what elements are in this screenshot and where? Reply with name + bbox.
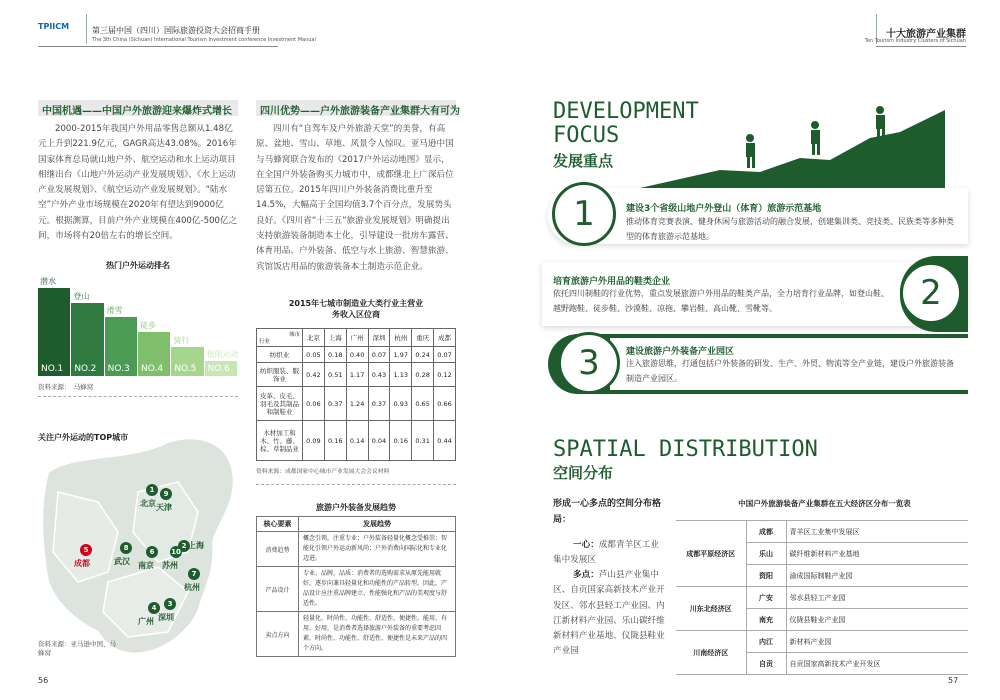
table1-cell: 0.16 xyxy=(324,421,346,461)
table1-cell: 0.93 xyxy=(390,387,412,421)
bar-3 xyxy=(105,317,137,376)
cluster-city: 乐山 xyxy=(746,543,786,565)
table1-cell: 0.05 xyxy=(303,347,325,363)
map-pin-4: 4 xyxy=(148,602,160,614)
table1-cell: 0.44 xyxy=(434,421,456,461)
section-subtitle: Ten Tourism Industry Clusters of Sichuan xyxy=(864,38,966,44)
table2-key: 产品设计 xyxy=(257,567,299,612)
table1-cell: 0.07 xyxy=(434,347,456,363)
table-row xyxy=(676,521,968,543)
map-city-label: 天津 xyxy=(156,503,172,512)
bar-rank-label: NO.1 xyxy=(41,364,64,374)
header-rule-left xyxy=(38,46,278,47)
page-number-left: 56 xyxy=(38,676,49,685)
bar-rank-label: NO.5 xyxy=(174,363,197,374)
cluster-park: 仪陇县鞋业产业园 xyxy=(786,609,968,631)
bar-1 xyxy=(38,288,70,376)
spatial-title-cn: 空间分布 xyxy=(553,464,614,482)
table-row xyxy=(257,532,456,567)
table1-source: 资料来源：成都国家中心城市产业发展大会会议材料 xyxy=(256,469,390,475)
bar-6 xyxy=(205,361,237,376)
ranking-bar-chart xyxy=(38,270,238,376)
map-pin-9: 9 xyxy=(160,488,172,500)
corner-city-label: 城市 xyxy=(288,332,300,338)
section-heading-china: 中国机遇——中国户外旅游迎来爆炸式增长 xyxy=(38,100,238,116)
table1-title: 2015年七城市制造业大类行业主营业务收入区位商 xyxy=(288,299,424,319)
bar-sport-label: 登山 xyxy=(73,291,90,301)
table-row xyxy=(676,631,968,653)
chart-source: 资料来源： 马蜂窝 xyxy=(38,383,94,391)
map-pin-3: 3 xyxy=(164,598,176,610)
cluster-park: 新材料产业园 xyxy=(786,631,968,653)
development-title-en-2: FOCUS xyxy=(553,123,620,148)
map-city-label: 广州 xyxy=(138,617,154,626)
map-shape xyxy=(38,432,238,662)
table1-corner xyxy=(257,329,303,347)
table1-cell: 0.37 xyxy=(368,387,390,421)
hikers-mountain-illustration xyxy=(640,100,945,188)
paragraph-china: 2000-2015年我国户外用品零售总额从1.48亿元上升到221.9亿元，GAGR高达43.08%。2016年国家体育总局就山地户外、航空运动和水上运动项目相继出台《山地户外运动产业发展规划》、《水上运动产业发展规划》、《航空运动产业发展规划》。“陆水空”户外产业市场规模在2020年有望达到9000亿元。根据测算，目前户外产业规模在400亿-500亿之间，市场将有20倍左右的增长空间。 xyxy=(38,124,238,242)
table1-cell: 1.97 xyxy=(390,347,412,363)
table1-cell: 0.40 xyxy=(346,347,368,363)
bar-5 xyxy=(171,347,203,376)
map-pin-7: 7 xyxy=(188,568,200,580)
bar-2 xyxy=(71,303,103,376)
table1-industry: 纺织服装、服饰业 xyxy=(257,363,303,387)
table1-col-head: 重庆 xyxy=(412,329,434,347)
header-subtitle: The 3th China (Sichuan) International Tourism Investment conference Investment Manual xyxy=(92,37,316,43)
table-row xyxy=(257,387,456,421)
table2-trend: 轻量化、时尚性、功能性、舒适性、便捷性。能用、有用、好用，是消费者选择旅游户外装备的重要考虑因素，时尚性、功能性、舒适性、便捷性是未来产品的四个方向。 xyxy=(299,612,456,657)
map-city-label: 上海 xyxy=(188,541,204,550)
dash-divider xyxy=(38,396,238,397)
table2-key: 卖点方向 xyxy=(257,612,299,657)
bar-sport-label: 极限运动 xyxy=(206,350,239,360)
table1-cell: 0.07 xyxy=(368,347,390,363)
table1-industry: 木材加工和木、竹、藤、棕、草制品业 xyxy=(257,421,303,461)
cluster-city: 资阳 xyxy=(746,565,786,587)
bar-rank-label: NO.3 xyxy=(107,363,130,374)
page-number-right: 57 xyxy=(948,676,959,685)
map-pin-10: 10 xyxy=(171,548,181,556)
table1-cell: 0.42 xyxy=(303,363,325,387)
map-pin-6: 6 xyxy=(146,546,158,558)
corner-industry-label: 行业 xyxy=(259,339,271,345)
bar-sport-label: 潜水 xyxy=(40,277,56,286)
multi-points-label: 多点： xyxy=(573,570,599,580)
table1-cell: 0.65 xyxy=(412,387,434,421)
map-city-label: 成都 xyxy=(74,559,90,568)
map-city-label: 北京 xyxy=(140,499,156,508)
dash-divider-2 xyxy=(256,484,456,485)
economic-zone: 川东北经济区 xyxy=(676,587,746,631)
cluster-distribution-table xyxy=(676,520,968,675)
section-title: 十大旅游产业集群 xyxy=(886,29,966,40)
table-row xyxy=(257,363,456,387)
map-city-label: 武汉 xyxy=(114,557,130,566)
cluster-city: 南充 xyxy=(746,609,786,631)
bar-rank-label: NO.6 xyxy=(207,363,230,374)
map-city-label: 杭州 xyxy=(184,583,200,592)
table1-col-head: 北京 xyxy=(303,329,325,347)
table1-cell: 1.13 xyxy=(390,363,412,387)
location-quotient-table xyxy=(256,328,456,461)
bar-rank-label: NO.4 xyxy=(141,364,164,374)
cluster-park: 碳纤维新材料产业基地 xyxy=(786,543,968,565)
table2-key: 消费趋势 xyxy=(257,532,299,567)
cluster-city: 广安 xyxy=(746,587,786,609)
focus-title-2: 培育旅游户外用品的鞋类企业 xyxy=(553,277,671,287)
map-pin-8: 8 xyxy=(120,542,132,554)
layout-heading: 形成一心多点的空间分布格局： xyxy=(553,499,662,525)
table1-industry: 纺织业 xyxy=(257,347,303,363)
map-source: 资料来源：亚马逊中国、马蜂窝 xyxy=(38,640,116,657)
table1-industry: 皮革、皮毛、羽毛及其制品和制鞋业 xyxy=(257,387,303,421)
map-pin-1: 1 xyxy=(146,484,158,496)
table1-cell: 0.09 xyxy=(303,421,325,461)
table1-cell: 0.24 xyxy=(412,347,434,363)
table1-cell: 0.51 xyxy=(324,363,346,387)
table1-cell: 0.04 xyxy=(368,421,390,461)
table1-col-head: 上海 xyxy=(324,329,346,347)
paragraph-sichuan: 四川有“自驾车及户外旅游天堂”的美誉，有高原、盆地、雪山、草地、风景令人惊叹。亚马逊中国与马蜂窝联合发布的《2017户外运动地图》显示，在全国户外装备购买力城市中，成都继北上广深后位居第五位。2015年四川户外装备消费比重升至14.5%，大幅高于全国均值3.7个百分点，发展势头良好。《四川省“十三五”旅游业发展规划》明确提出支持旅游装备制造本土化，引导建设一批房车露营、体育用品、户外装备、低空与水上旅游、智慧旅游、宾馆饭店用品的旅游装备本土制造示范企业。 xyxy=(256,124,454,272)
table1-cell: 0.14 xyxy=(346,421,368,461)
focus-number-2: 2 xyxy=(900,262,962,324)
focus-title-1: 建设3个省级山地户外登山（体育）旅游示范基地 xyxy=(626,204,822,214)
table1-cell: 0.31 xyxy=(412,421,434,461)
bar-rank-label: NO.2 xyxy=(74,363,97,374)
table2-trend: 专业、品牌，品质：消费者的选购需求从原先能用就好，逐步向兼具轻量化和功能性的产品转型，因此，产品设计应注重品牌建立、性能强化和产品的美观度与舒适性。 xyxy=(299,567,456,612)
table1-cell: 0.12 xyxy=(434,363,456,387)
layout-one-center xyxy=(553,538,665,569)
table1-cell: 0.28 xyxy=(412,363,434,387)
cluster-park: 自贡国家高新技术产业开发区 xyxy=(786,653,968,675)
china-map xyxy=(38,432,238,666)
table1-col-head: 广州 xyxy=(346,329,368,347)
table1-col-head: 杭州 xyxy=(390,329,412,347)
focus-body-2: 依托四川制鞋的行业优势，重点发展旅游户外用品的鞋类产品，全力培育行业品牌，如登山鞋、越野跑鞋、徒步鞋、沙漠鞋、凉拖、攀岩鞋、高山靴、雪靴等。 xyxy=(553,289,889,313)
table2-title: 旅游户外装备发展趋势 xyxy=(316,503,396,512)
table1-cell: 0.06 xyxy=(303,387,325,421)
economic-zone: 川南经济区 xyxy=(676,631,746,675)
cluster-park: 邻水县轻工产业园 xyxy=(786,587,968,609)
map-city-label: 苏州 xyxy=(162,561,178,570)
layout-multi-points xyxy=(553,568,665,660)
map-city-label: 深圳 xyxy=(158,613,174,622)
cluster-city: 成都 xyxy=(746,521,786,543)
bar-sport-label: 滑雪 xyxy=(106,306,123,316)
table2-head-key: 核心要素 xyxy=(257,517,299,532)
cluster-park: 青羊区工业集中发展区 xyxy=(786,521,968,543)
table-row xyxy=(257,421,456,461)
table-row xyxy=(676,587,968,609)
table-row xyxy=(257,612,456,657)
table3-title: 中国户外旅游装备产业集群在五大经济区分布一览表 xyxy=(738,499,911,508)
header-title: 第三届中国（四川）国际旅游投资大会招商手册 xyxy=(92,26,260,35)
table2-head-trend: 发展趋势 xyxy=(299,517,456,532)
table1-cell: 0.43 xyxy=(368,363,390,387)
focus-number-3: 3 xyxy=(558,332,620,394)
chart-title: 热门户外运动排名 xyxy=(106,261,170,270)
table1-cell: 0.16 xyxy=(390,421,412,461)
table1-cell: 0.18 xyxy=(324,347,346,363)
one-center-text: 成都青羊区工业集中发展区 xyxy=(553,540,659,566)
cluster-park: 渝成国际制鞋产业园 xyxy=(786,565,968,587)
map-title: 关注户外运动的TOP城市 xyxy=(38,433,129,442)
economic-zone: 成都平原经济区 xyxy=(676,521,746,587)
table-row xyxy=(257,347,456,363)
conference-logo: TPIICM xyxy=(38,22,70,31)
trend-table xyxy=(256,516,456,657)
header-rule-right xyxy=(876,46,966,47)
one-center-label: 一心： xyxy=(573,540,599,550)
cluster-city: 自贡 xyxy=(746,653,786,675)
table-row xyxy=(257,567,456,612)
development-title-cn: 发展重点 xyxy=(553,152,614,170)
focus-number-1: 1 xyxy=(552,182,616,246)
map-pin-5: 5 xyxy=(80,544,92,556)
table1-col-head: 深圳 xyxy=(368,329,390,347)
map-city-label: 南京 xyxy=(138,561,154,570)
map-pin-2: 2 xyxy=(178,540,190,552)
cluster-city: 内江 xyxy=(746,631,786,653)
bar-4 xyxy=(138,332,170,376)
bar-sport-label: 骑行 xyxy=(173,335,190,345)
spatial-title-en: SPATIAL DISTRIBUTION xyxy=(553,437,818,462)
page-header xyxy=(0,0,1000,48)
focus-body-1: 推动体育竞赛表演、健身休闲与旅游活动的融合发展，创建集训类、竞技类、民族类等多种类型的体育旅游示范基地。 xyxy=(626,217,954,241)
focus-body-3: 注入旅游思维，打通包括户外装备的研发、生产、外贸、物流等全产业链，建设户外旅游装备制造产业园区。 xyxy=(626,359,954,383)
development-title-en-1: DEVELOPMENT xyxy=(553,99,699,124)
table1-col-head: 成都 xyxy=(434,329,456,347)
bar-sport-label: 徒步 xyxy=(140,321,156,330)
table2-trend: 概念引领，注重专业；户外装备轻量化概念受推崇；智能化引领户外运动新风尚；户外消费向国际化和专业化迈进。 xyxy=(299,532,456,567)
header-divider xyxy=(86,14,87,44)
table1-cell: 1.17 xyxy=(346,363,368,387)
table1-cell: 0.37 xyxy=(324,387,346,421)
focus-title-3: 建设旅游户外装备产业园区 xyxy=(626,347,735,357)
multi-points-text: 芦山县产业集中区、自贡国家高新技术产业开发区、邻水县轻工产业园、内江新材料产业园、乐山碳纤维新材料产业基地、仪陇县鞋业产业园 xyxy=(553,570,665,657)
section-heading-sichuan: 四川优势——户外旅游装备产业集群大有可为 xyxy=(256,100,456,116)
table1-cell: 0.66 xyxy=(434,387,456,421)
table1-cell: 1.24 xyxy=(346,387,368,421)
